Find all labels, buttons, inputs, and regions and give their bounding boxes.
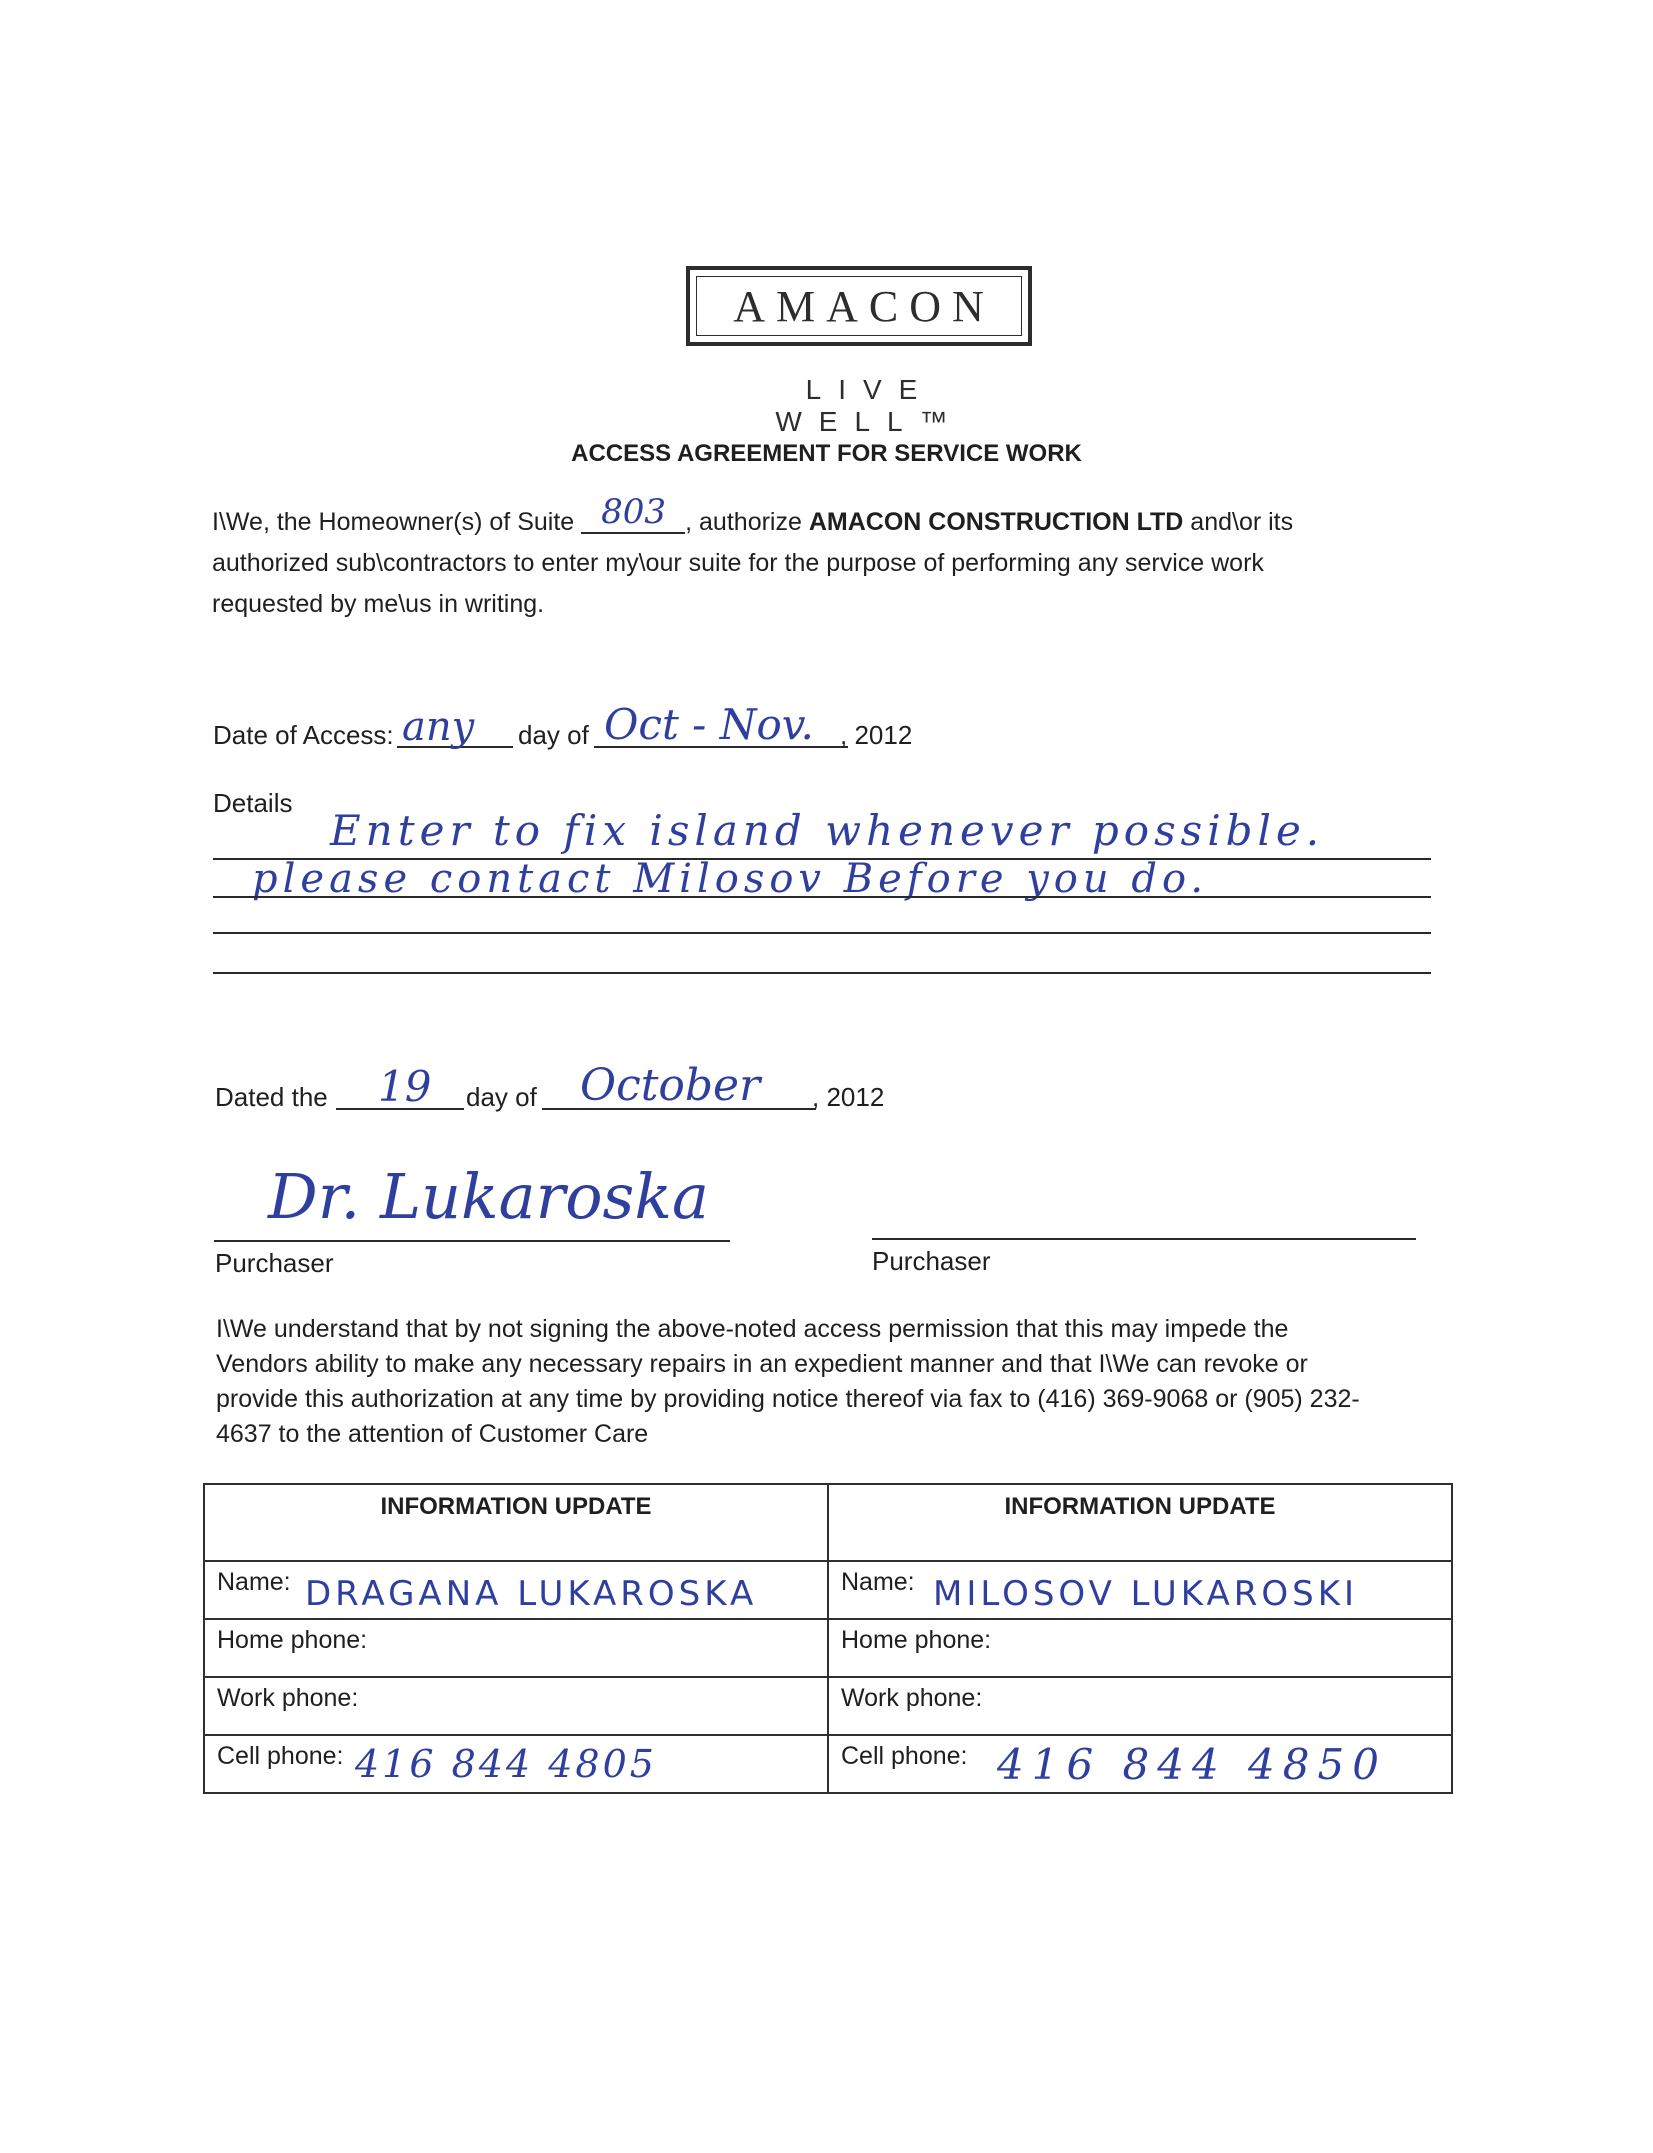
date-of-access-label: Date of Access: [213,720,394,750]
dated-month-value[interactable]: October [580,1060,761,1111]
details-line-2 [213,896,1431,898]
dated-day-of-label: day of [466,1082,537,1112]
suite-number: 803 [601,492,667,532]
purchaser-left-label: Purchaser [215,1248,334,1278]
dated-day-value[interactable]: 19 [378,1062,432,1111]
right-cell-phone-label: Cell phone: [841,1742,968,1770]
right-name-value: MILOSOV LUKAROSKI [933,1574,1359,1614]
left-name-value: DRAGANA LUKAROSKA [305,1574,758,1614]
left-name-label: Name: [217,1568,291,1596]
intro-line-3: requested by me\us in writing. [212,590,545,618]
details-line-3 [213,932,1431,934]
left-cell-phone-value: 416 844 4805 [355,1742,657,1786]
left-home-phone-label: Home phone: [217,1626,368,1654]
right-cell-phone-cell[interactable] [828,1735,1452,1793]
intro-line-1 [212,492,1452,543]
company-name: AMACON CONSTRUCTION LTD [808,508,1184,536]
right-table-header: INFORMATION UPDATE [828,1484,1452,1561]
logo-wordmark: AMACON [696,276,1022,336]
purchaser-right-line[interactable] [872,1238,1416,1240]
intro-suffix: and\or its [1190,508,1294,536]
left-home-phone-cell[interactable] [204,1619,828,1677]
logo-tagline: LIVE WELL™ [775,374,965,437]
access-day-value[interactable]: any [402,704,475,750]
right-home-phone-label: Home phone: [841,1626,992,1654]
left-work-phone-cell[interactable] [204,1677,828,1735]
access-year: , 2012 [840,720,913,750]
details-line-2-text[interactable]: please contact Milosov Before you do. [252,856,1209,902]
intro-middle: , authorize [685,508,802,536]
right-home-phone-cell[interactable] [828,1619,1452,1677]
notice-line-2: Vendors ability to make any necessary repairs in an expedient manner and that I\We can revoke or [216,1350,1308,1378]
notice-line-1: I\We understand that by not signing the above-noted access permission that this may impede the [216,1315,1289,1343]
access-day-of-label: day of [518,720,589,750]
right-cell-phone-value: 416 844 4850 [997,1740,1387,1789]
information-update-table [203,1483,1453,1794]
left-cell-phone-label: Cell phone: [217,1742,344,1770]
suite-field[interactable] [581,492,685,534]
purchaser-signature: Dr. Lukaroska [268,1160,709,1233]
details-label: Details [213,788,293,818]
notice-paragraph [216,1312,1456,1452]
right-name-cell[interactable] [828,1561,1452,1619]
access-month-value[interactable]: Oct - Nov. [604,700,814,749]
intro-line-2: authorized sub\contractors to enter my\our suite for the purpose of performing any service work [212,549,1264,577]
dated-year: , 2012 [812,1082,885,1112]
left-cell-phone-cell[interactable] [204,1735,828,1793]
left-work-phone-label: Work phone: [217,1684,359,1712]
details-line-1-text[interactable]: Enter to fix island whenever possible. [330,806,1325,855]
company-logo [686,266,1032,346]
dated-label: Dated the [215,1082,328,1112]
notice-line-3: provide this authorization at any time by providing notice thereof via fax to (416) 369-9068 or (905) 232- [216,1385,1360,1413]
details-line-4 [213,972,1431,974]
intro-paragraph [212,492,1452,625]
left-table-header: INFORMATION UPDATE [204,1484,828,1561]
left-name-cell[interactable] [204,1561,828,1619]
right-work-phone-label: Work phone: [841,1684,983,1712]
notice-line-4: 4637 to the attention of Customer Care [216,1420,649,1448]
purchaser-right-label: Purchaser [872,1246,991,1276]
intro-prefix: I\We, the Homeowner(s) of Suite [212,508,575,536]
right-work-phone-cell[interactable] [828,1677,1452,1735]
purchaser-left-line[interactable] [214,1240,730,1242]
document-title: ACCESS AGREEMENT FOR SERVICE WORK [571,440,1082,467]
right-name-label: Name: [841,1568,915,1596]
